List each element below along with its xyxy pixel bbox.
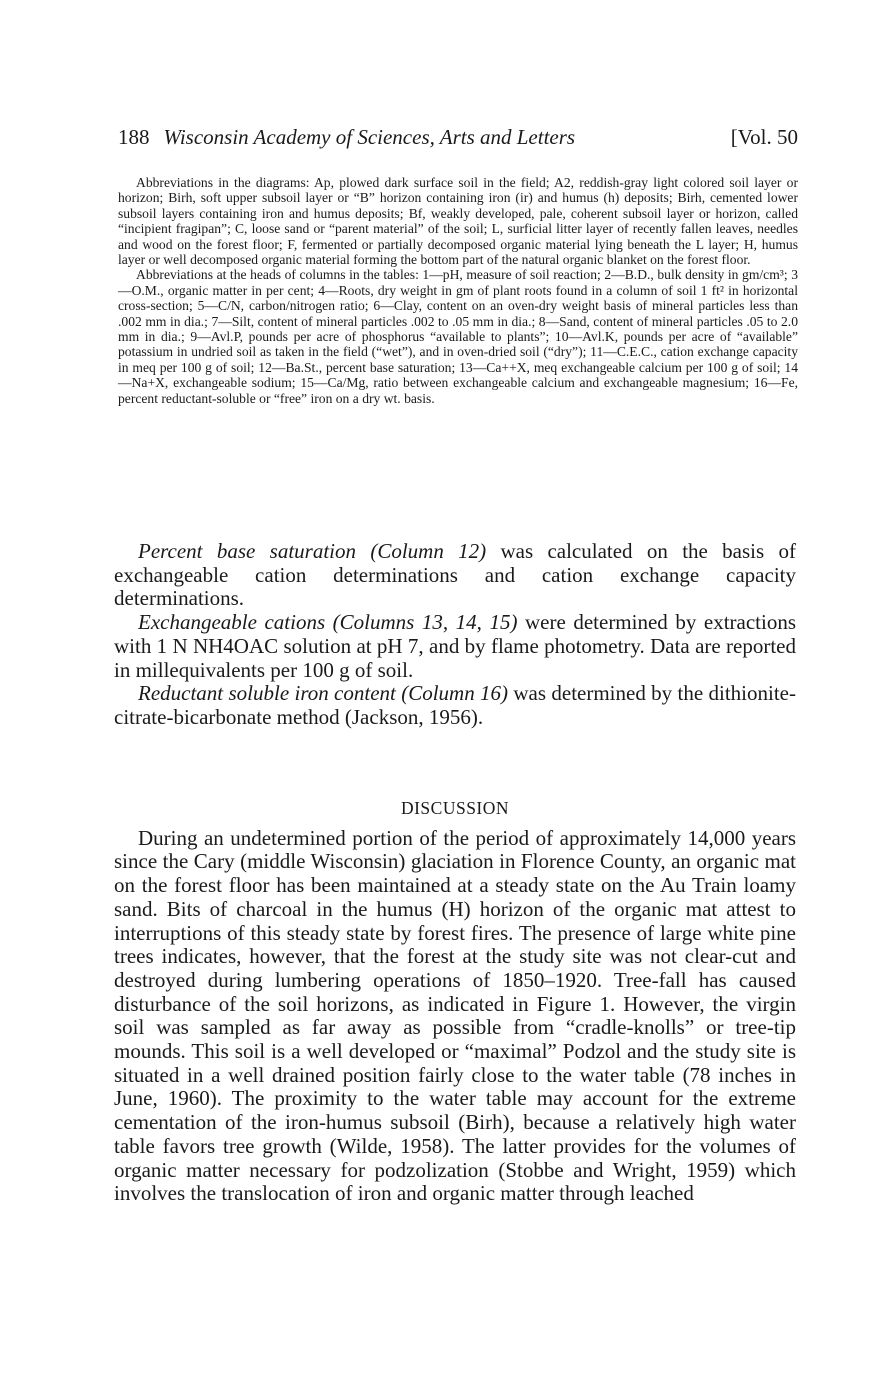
volume-label: [Vol. 50 [730,125,798,149]
discussion-paragraph: During an undetermined portion of the period of approximately 14,000 years since the Cary (middle Wisconsin) glaciation in Florence County, an organic mat on the forest floor has been maintained at a steady state on the Au Train loamy sand. Bits of charcoal in the humus (H) horizon of the organic mat attest to interruptions of this steady state by forest fires. The presence of large white pine trees indicates, however, that the forest at the study site was not clear-cut and destroyed during lumbering operations of 1850–1920. Tree-fall has caused disturbance of the soil horizons, as indicated in Figure 1. However, the virgin soil was sampled as far away as possible from “cradle-knolls” or tree-tip mounds. This soil is a well developed or “maximal” Podzol and the study site is situated in a well drained position fairly close to the water table (78 inches in June, 1960). The proximity to the water table may account for the extreme cementation of the iron-humus subsoil (Birh), because a relatively high water table favors tree growth (Wilde, 1958). The latter provides for the volumes of organic matter necessary for podzolization (Stobbe and Wright, 1959) which involves the translocation of iron and organic matter through leached [114,825,796,1206]
running-header [118,125,798,150]
methods-paragraph-iron [114,682,796,729]
page-number: 188 [118,125,150,149]
section-heading: DISCUSSION [400,798,510,818]
paragraph-text: were determined by extractions with 1 N NH4OAC solution at pH 7, and by flame photometry. Data are reported in millequivalents per 100 g of soil. [114,610,797,682]
paragraph-text: was calculated on the basis of exchangeable cation determinations and cation exchange capacity determinations. [114,539,796,611]
discussion-section [114,797,796,1206]
methods-section [114,540,796,730]
paragraph-lead: Exchangeable cations (Columns 13, 14, 15) [138,610,518,635]
abbreviations-note [118,175,798,406]
paragraph-lead: Reductant soluble iron content (Column 16) [138,681,509,706]
methods-paragraph-exchangeable-cations [114,611,796,682]
methods-paragraph-base-saturation [114,540,796,611]
paragraph-lead: Percent base saturation (Column 12) [138,539,487,563]
paragraph-text: was determined by the dithionite-citrate-bicarbonate method (Jackson, 1956). [114,681,796,729]
table-abbreviations: Abbreviations at the heads of columns in the tables: 1—pH, measure of soil reaction; 2—B.D., bulk density in gm/cm³; 3—O.M., organic matter in per cent; 4—Roots, dry weight in gm of plant roots found in a column of soil 1 ft² in horizontal cross-section; 5—C/N, carbon/nitrogen ratio; 6—Clay, content on an oven-dry weight basis of mineral particles less than .002 mm in dia.; 7—Silt, content of mineral particles .002 to .05 mm in dia.; 8—Sand, content of mineral particles .05 to 2.0 mm in dia.; 9—Avl.P, pounds per acre of phosphorus “available to plants”; 10—Avl.K, pounds per acre of “available” potassium in undried soil as taken in the field (“wet”), and in oven-dried soil (“dry”); 11—C.E.C., cation exchange capacity in meq per 100 g of soil; 12—Ba.St., percent base saturation; 13—Ca++X, meq exchangeable calcium per 100 g of soil; 14—Na+X, exchangeable sodium; 15—Ca/Mg, ratio between exchangeable calcium and exchangeable magnesium; 16—Fe, percent reductant-soluble or “free” iron on a dry wt. basis. [118,267,798,406]
diagram-abbreviations: Abbreviations in the diagrams: Ap, plowed dark surface soil in the field; A2, reddish-gray light colored soil layer or horizon; Birh, soft upper subsoil layer or “B” horizon containing iron (ir) and humus (h) deposits; Birh, cemented lower subsoil layers containing iron and humus deposits; Bf, weakly developed, pale, coherent subsoil layer or horizon, called “incipient fragipan”; C, loose sand or “parent material” of the soil; L, surficial litter layer of recently fallen leaves, needles and wood on the forest floor; F, fermented or partially decomposed organic material lying beneath the L layer; H, humus layer or well decomposed organic material forming the bottom part of the natural organic blanket on the forest floor. [118,175,798,268]
journal-title: Wisconsin Academy of Sciences, Arts and Letters [163,125,576,149]
